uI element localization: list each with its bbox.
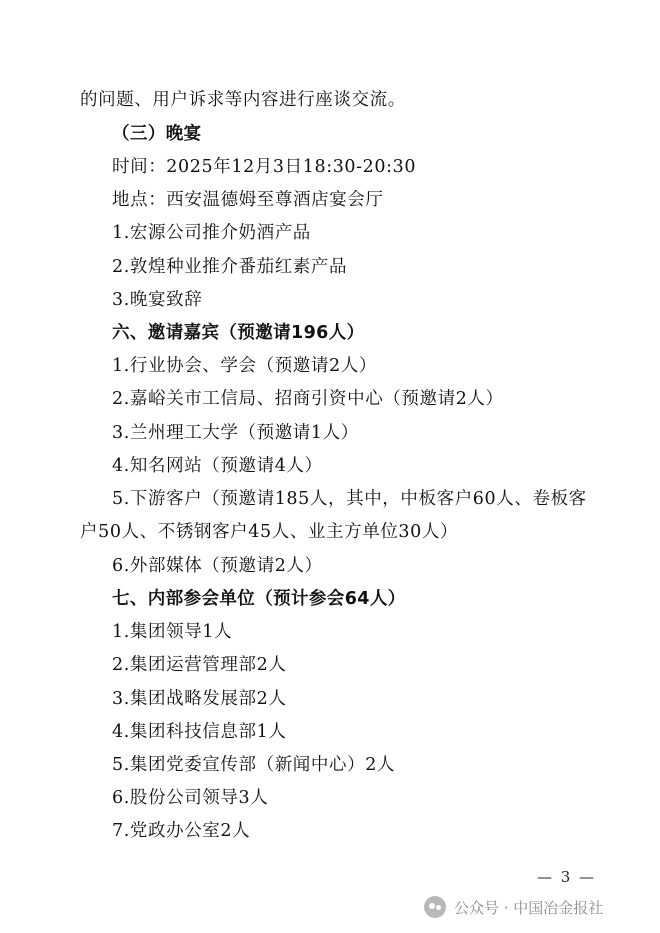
list-item: 2.敦煌种业推介番茄红素产品 [112, 257, 348, 277]
list-item: 3.兰州理工大学（预邀请1人） [112, 423, 359, 443]
section-heading: 七、内部参会单位（预计参会64人） [112, 589, 406, 609]
page-number: — 3 — [537, 868, 597, 886]
list-item-continuation: 户50人、不锈钢客户45人、业主方单位30人） [80, 522, 459, 542]
list-item: 1.集团领导1人 [112, 622, 233, 642]
list-item: 2.集团运营管理部2人 [112, 655, 287, 675]
list-item: 1.宏源公司推介奶酒产品 [112, 223, 311, 243]
list-item: 7.党政办公室2人 [112, 821, 251, 841]
list-item: 5.下游客户（预邀请185人，其中，中板客户60人、卷板客 [112, 489, 587, 509]
list-item: 3.集团战略发展部2人 [112, 689, 287, 709]
list-item: 3.晚宴致辞 [112, 290, 203, 310]
paragraph-line: 地点：西安温德姆至尊酒店宴会厅 [112, 190, 384, 210]
paragraph-line: 时间：2025年12月3日18:30-20:30 [112, 157, 417, 177]
list-item: 6.股份公司领导3人 [112, 788, 269, 808]
list-item: 2.嘉峪关市工信局、招商引资中心（预邀请2人） [112, 389, 504, 409]
list-item: 5.集团党委宣传部（新闻中心）2人 [112, 755, 396, 775]
list-item: 4.集团科技信息部1人 [112, 722, 287, 742]
list-item: 6.外部媒体（预邀请2人） [112, 556, 323, 576]
list-item: 1.行业协会、学会（预邀请2人） [112, 356, 377, 376]
watermark-text: 公众号 · 中国冶金报社 [454, 898, 604, 917]
watermark [424, 894, 603, 920]
section-heading: （三）晚宴 [112, 124, 202, 144]
list-item: 4.知名网站（预邀请4人） [112, 456, 323, 476]
wechat-icon [424, 896, 446, 918]
paragraph-line: 的问题、用户诉求等内容进行座谈交流。 [80, 90, 406, 110]
section-heading: 六、邀请嘉宾（预邀请196人） [112, 323, 365, 343]
